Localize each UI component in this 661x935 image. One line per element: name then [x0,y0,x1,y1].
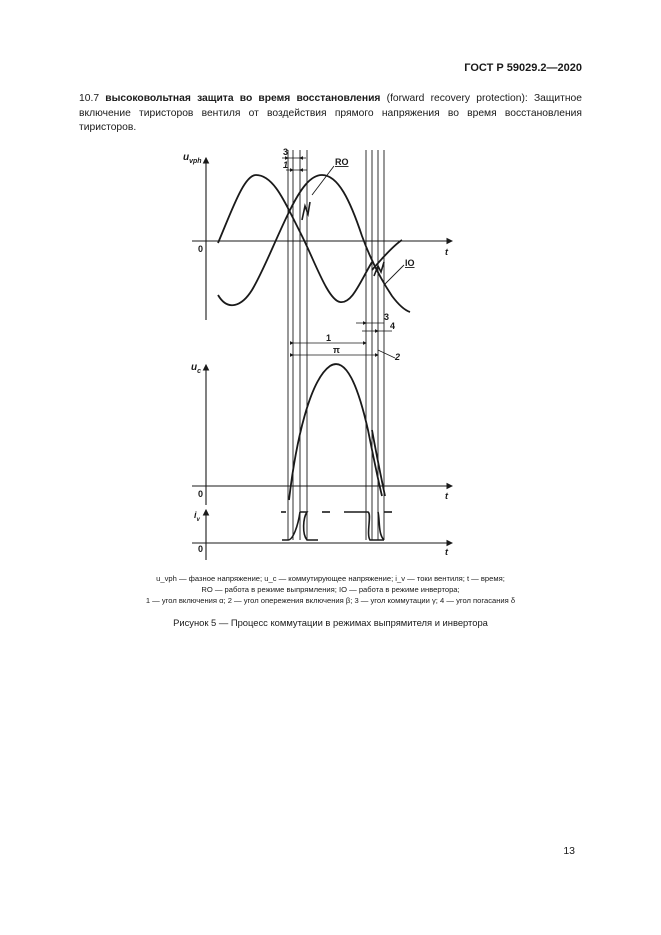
annotation-4-right: 4 [390,321,396,331]
bottom-zero: 0 [198,544,204,554]
figure-legend [60,573,601,606]
legend-line-2: RO — работа в режиме выпрямления; IO — работа в режиме инвертора; [201,585,460,594]
upper-zero: 0 [198,244,204,254]
u-c-label: $u_c$ [191,362,202,375]
phase-voltage-a [218,175,372,302]
annotation-ro: RO [335,157,349,167]
annotation-3-right: 3 [384,312,390,322]
annotation-3-top: 3 [283,147,289,157]
legend-line-3: 1 — угол включения α; 2 — угол опережения включения β; 3 — угол коммутации γ; 4 — угол погасания δ [145,596,516,605]
standard-header: ГОСТ Р 59029.2—2020 [464,62,582,74]
section-term: высоковольтная защита во время восстановления [105,93,381,104]
u-vph-label: $u_{vph}$ [183,152,202,165]
figure-caption: Рисунок 5 — Процесс коммутации в режимах выпрямителя и инвертора [173,617,488,628]
valve-current-1 [282,512,300,540]
section-definition: (forward recovery protection): Защитное включение тиристоров вентиля от воздействия прямого напряжения во время восстановления тиристоров. [79,93,582,133]
annotation-2: 2 [395,352,401,362]
legend-line-1: u_vph — фазное напряжение; u_c — коммутирующее напряжение; i_v — токи вентиля; t — время; [156,574,505,583]
middle-t-label: t [445,491,448,501]
upper-t-label: t [445,247,448,257]
annotation-io: IO [405,258,415,268]
page-number: 13 [563,845,575,857]
i-v-label: $i_v$ [194,510,200,523]
phase-voltage-b [218,175,410,312]
phase-voltage-c [372,240,402,270]
bottom-t-label: t [445,547,448,557]
section-number: 10.7 [79,93,100,104]
middle-zero: 0 [198,489,204,499]
annotation-pi: π [333,345,340,355]
annotation-1-span: 1 [326,333,332,343]
annotation-1-top: 1 [283,160,289,170]
commutating-voltage [289,364,382,500]
